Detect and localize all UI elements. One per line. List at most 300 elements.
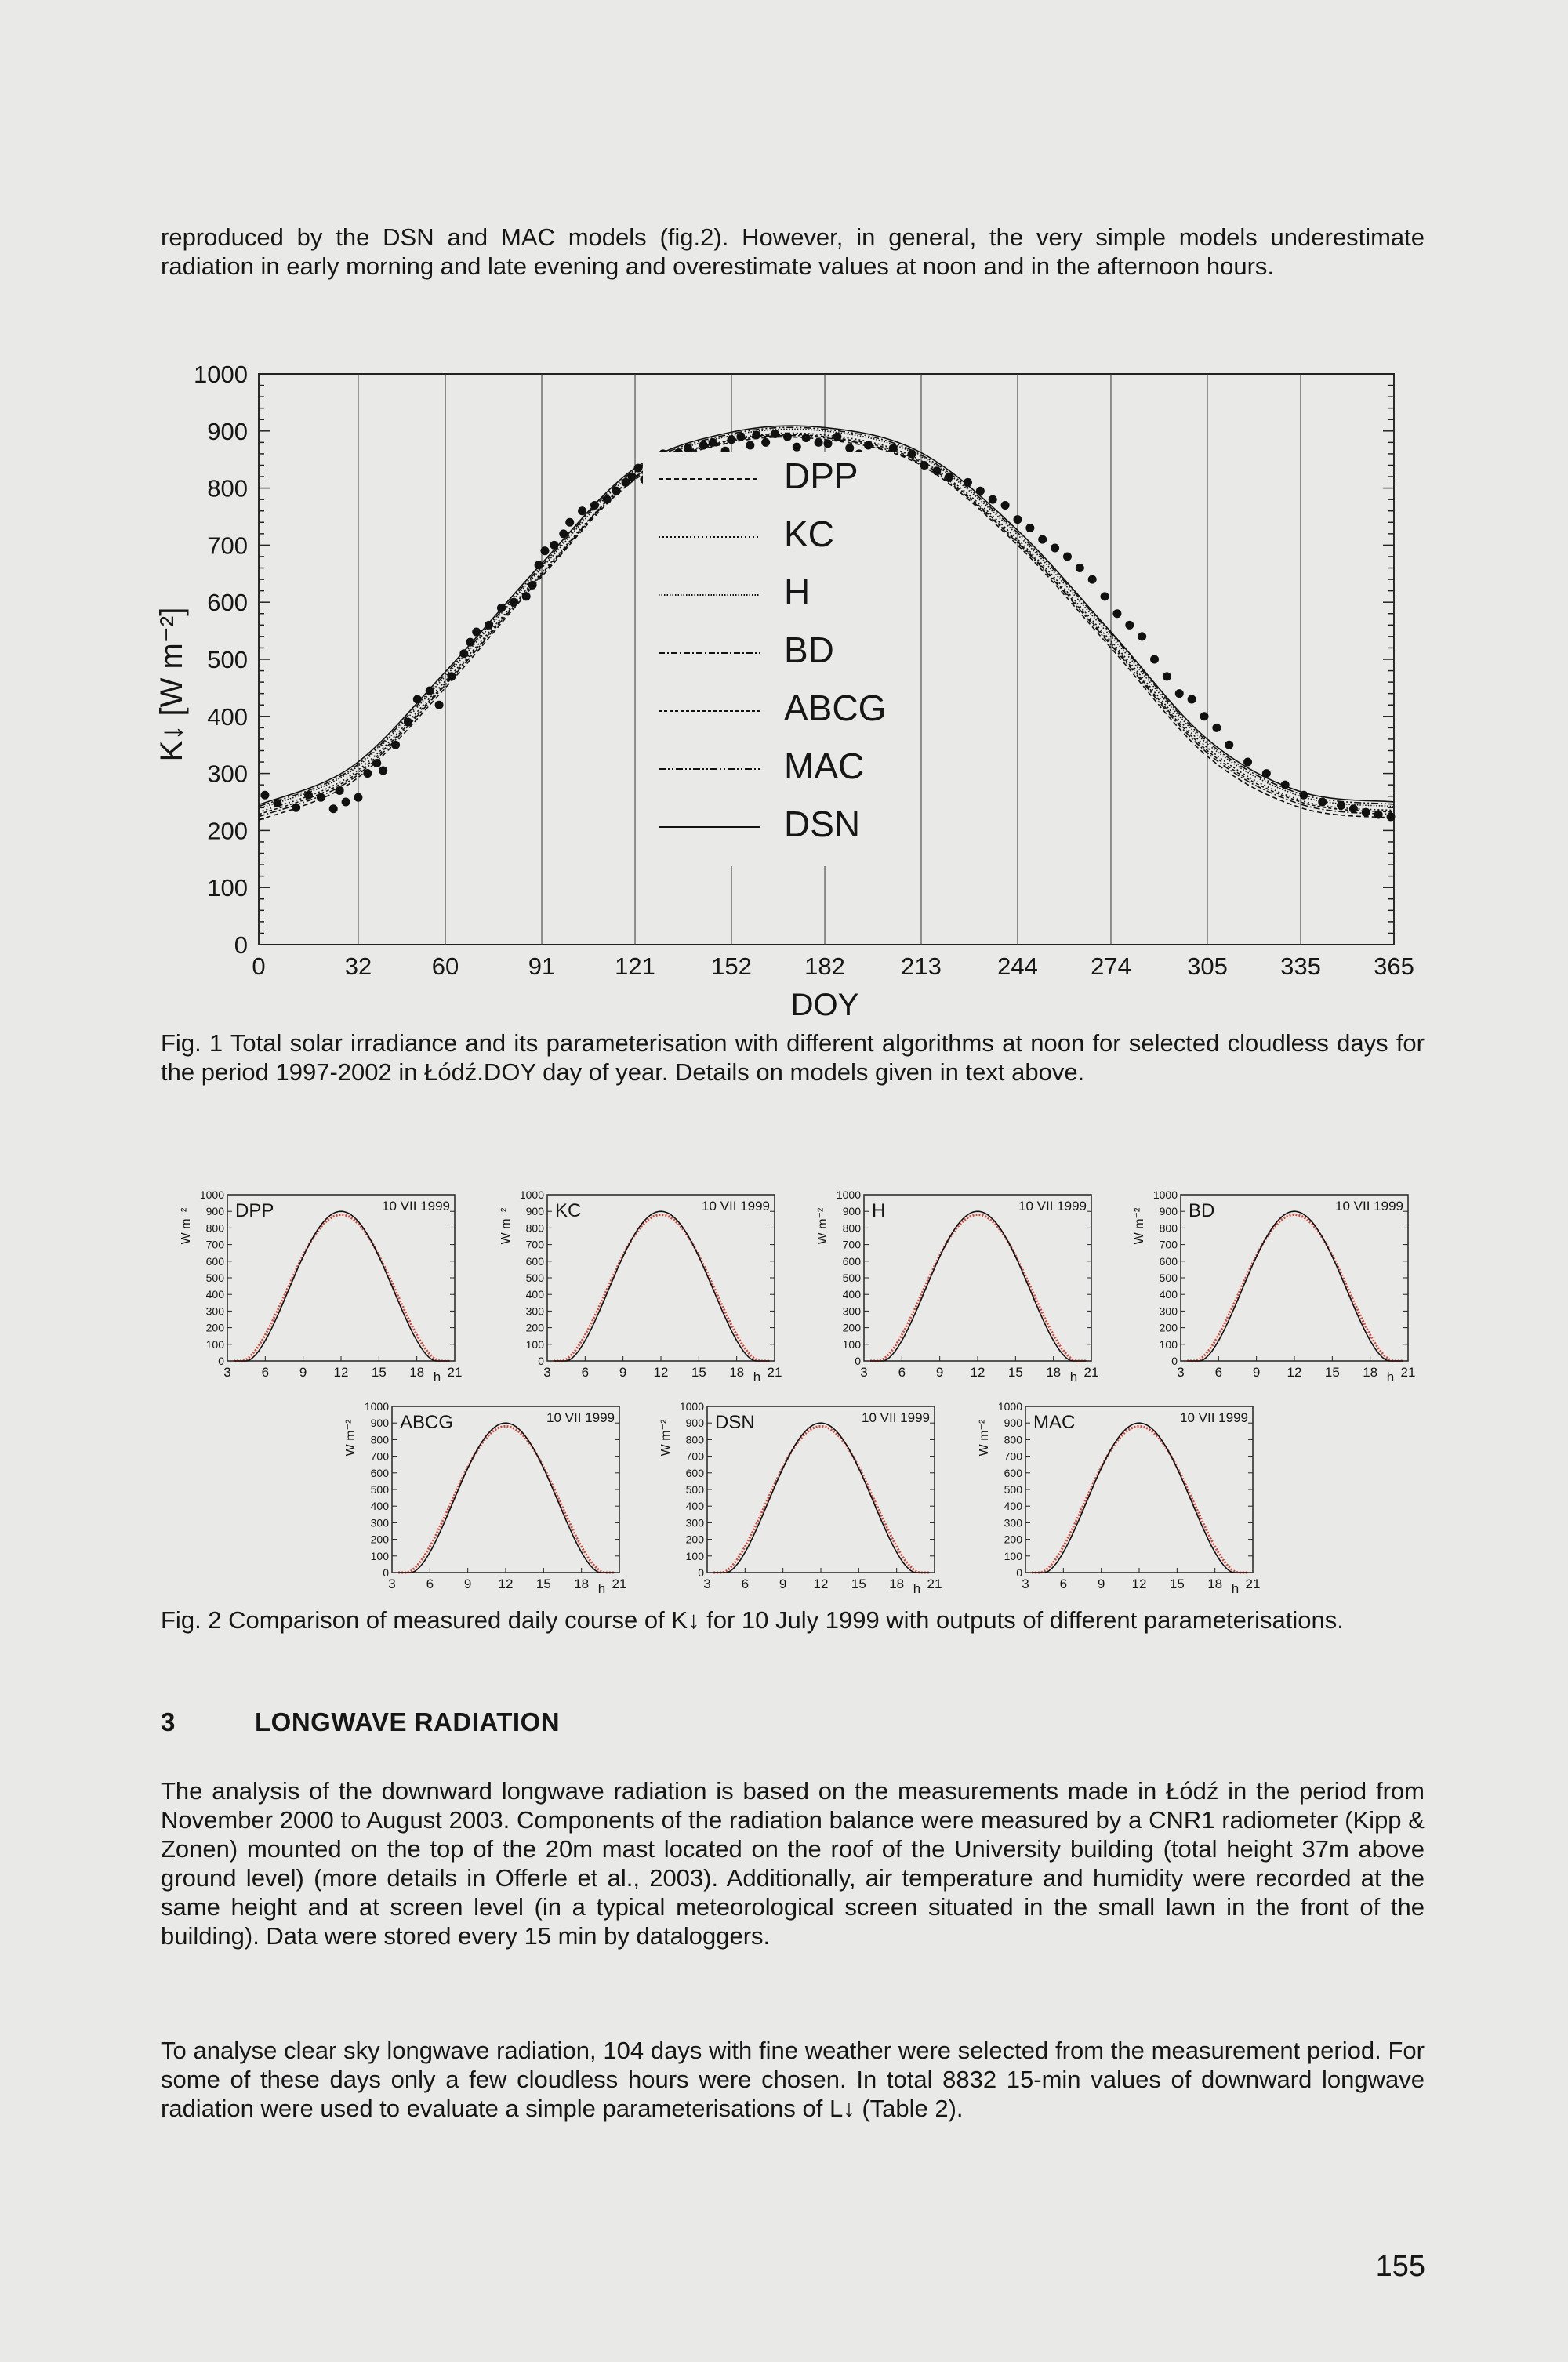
fig2-ytick-label: 500 (370, 1483, 389, 1496)
fig2-ytick-label: 100 (205, 1337, 224, 1351)
fig2-ytick-label: 200 (205, 1321, 224, 1334)
fig2-xtick-label: 21 (1400, 1365, 1416, 1380)
fig2-panel-title: DSN (715, 1412, 755, 1433)
fig2-ytick-label: 0 (218, 1355, 224, 1367)
fig1-data-point (1387, 812, 1396, 821)
fig2-panel-frame (547, 1195, 775, 1361)
fig2-xtick-label: 18 (729, 1365, 745, 1380)
fig1-data-point (752, 430, 760, 439)
fig1-data-point (920, 461, 928, 470)
fig2-date-label: 10 VII 1999 (702, 1199, 770, 1214)
fig2-xtick-label: 15 (851, 1576, 866, 1591)
fig1-data-point (603, 495, 612, 504)
fig1-data-point (1001, 501, 1010, 510)
fig2-panel-kc (499, 1188, 782, 1384)
fig1-data-point (833, 433, 841, 441)
fig1-ylabel: K↓ [W m⁻²] (154, 607, 189, 762)
body-paragraph-2: To analyse clear sky longwave radiation, 104 days with fine weather were selected from the measurement period. For some of these days only a few cloudless hours were chosen. In total 8832 15-min values of downward longwave radiation were used to evaluate a simple parameterisations of L↓ (Table 2). (161, 2037, 1425, 2122)
fig2-ytick-label: 600 (205, 1254, 224, 1268)
fig2-xtick-label: 6 (1214, 1365, 1223, 1380)
fig1-data-point (578, 506, 586, 515)
fig1-data-point (1349, 804, 1358, 813)
fig2-ytick-label: 800 (842, 1221, 861, 1235)
fig1-data-point (1013, 515, 1022, 524)
fig2-xtick-label: 21 (447, 1365, 463, 1380)
fig2-xtick-label: 18 (1207, 1576, 1223, 1591)
fig1-legend-label: ABCG (784, 688, 887, 728)
fig2-xtick-label: 12 (1131, 1576, 1147, 1591)
fig2-ytick-label: 200 (370, 1533, 389, 1546)
fig1-ytick-label: 200 (207, 817, 248, 845)
fig2-ytick-label: 0 (855, 1355, 861, 1367)
fig1-ytick-label: 800 (207, 474, 248, 503)
fig1-data-point (1243, 758, 1252, 767)
fig2-ytick-label: 1000 (519, 1188, 544, 1201)
fig1-data-point (391, 741, 400, 749)
fig1-ytick-label: 700 (207, 532, 248, 560)
fig2-y-unit: W m⁻² (1133, 1207, 1146, 1245)
fig1-legend-label: DSN (784, 804, 861, 844)
fig1-legend-label: H (784, 571, 811, 612)
fig1-data-point (273, 799, 281, 807)
fig2-xtick-label: 3 (1177, 1365, 1185, 1380)
fig1-data-point (864, 441, 873, 450)
fig2-xtick-label: 21 (1083, 1365, 1099, 1380)
fig1-data-point (709, 438, 717, 447)
fig2-panels (141, 1184, 1443, 1615)
fig2-ytick-label: 400 (685, 1500, 704, 1513)
fig2-ytick-label: 0 (538, 1355, 544, 1367)
fig2-ytick-label: 200 (685, 1533, 704, 1546)
fig2-xtick-label: 21 (767, 1365, 782, 1380)
fig1-ytick-label: 600 (207, 589, 248, 617)
fig1-xtick-label: 0 (252, 952, 266, 980)
fig1-data-point (945, 473, 953, 481)
fig1-data-point (761, 438, 770, 447)
fig2-x-unit: h (1231, 1581, 1240, 1596)
fig1-data-point (1112, 609, 1121, 618)
fig2-ytick-label: 100 (525, 1337, 544, 1351)
fig1-data-point (342, 798, 350, 807)
fig1-xtick-label: 152 (711, 952, 752, 980)
fig1-data-point (447, 672, 456, 680)
fig2-ytick-label: 1000 (997, 1400, 1022, 1413)
fig1-data-point (304, 791, 313, 800)
fig2-model-line (870, 1211, 1087, 1361)
fig2-ytick-label: 300 (525, 1304, 544, 1318)
fig2-ytick-label: 500 (525, 1272, 544, 1284)
fig1-data-point (1088, 575, 1097, 584)
fig2-ytick-label: 600 (1159, 1254, 1178, 1268)
fig2-ytick-label: 600 (370, 1466, 389, 1479)
fig1-ytick-label: 0 (234, 931, 248, 959)
fig2-xtick-label: 9 (779, 1576, 787, 1591)
intro-paragraph: reproduced by the DSN and MAC models (fig.2). However, in general, the very simple models underestimate radiation in early morning and late evening and overestimate values at noon and in the afternoon hours. (161, 223, 1425, 280)
fig2-date-label: 10 VII 1999 (382, 1199, 450, 1214)
fig2-ytick-label: 0 (698, 1566, 704, 1579)
fig2-ytick-label: 200 (842, 1321, 861, 1334)
fig2-xtick-label: 15 (1169, 1576, 1185, 1591)
fig2-ytick-label: 300 (1004, 1516, 1022, 1529)
fig2-ytick-label: 1000 (836, 1188, 861, 1201)
fig1-xlabel: DOY (790, 988, 859, 1022)
fig1-data-point (329, 804, 338, 813)
fig1-data-point (783, 433, 792, 441)
fig2-ytick-label: 100 (842, 1337, 861, 1351)
fig1-data-point (1063, 552, 1072, 561)
fig1-data-point (459, 649, 468, 658)
fig2-xtick-label: 9 (1252, 1365, 1261, 1380)
fig2-xtick-label: 21 (612, 1576, 627, 1591)
fig1-data-point (559, 529, 568, 538)
body-paragraph-1: The analysis of the downward longwave radiation is based on the measurements made in Łódź in the period from November 2000 to August 2003. Components of the radiation balance were measured by a CNR1 radiometer (Kipp & Zonen) mounted on the top of the 20m mast located on the roof of the University building (total height 37m above ground level) (more details in Offerle et al., 2003). Additionally, air temperature and humidity were recorded at the same height and at screen level (in a typical meteorological screen situated in the small lawn in the front of the building). Data were stored every 15 min by dataloggers. (161, 1777, 1425, 1950)
fig1-data-point (932, 466, 941, 475)
fig2-xtick-label: 15 (535, 1576, 551, 1591)
fig1-data-point (964, 478, 972, 487)
fig2-date-label: 10 VII 1999 (1335, 1199, 1403, 1214)
fig2-xtick-label: 15 (1007, 1365, 1023, 1380)
fig2-ytick-label: 400 (205, 1288, 224, 1301)
fig1-data-point (354, 793, 362, 802)
fig2-ytick-label: 500 (1004, 1483, 1022, 1496)
fig2-xtick-label: 3 (860, 1365, 868, 1380)
fig2-ytick-label: 300 (1159, 1304, 1178, 1318)
fig1-ytick-label: 100 (207, 874, 248, 902)
fig2-xtick-label: 12 (1287, 1365, 1302, 1380)
fig2-y-unit: W m⁻² (816, 1207, 829, 1245)
fig2-ytick-label: 400 (370, 1500, 389, 1513)
fig1-data-point (1374, 811, 1383, 819)
fig1-xtick-label: 182 (804, 952, 845, 980)
fig1-data-point (1362, 808, 1370, 817)
fig2-xtick-label: 15 (691, 1365, 706, 1380)
fig1-data-point (590, 501, 599, 510)
fig2-model-line (554, 1211, 770, 1361)
fig2-caption: Fig. 2 Comparison of measured daily course of K↓ for 10 July 1999 with outputs of different parameterisations. (161, 1606, 1344, 1634)
fig2-model-line (1187, 1211, 1403, 1361)
fig2-xtick-label: 3 (703, 1576, 711, 1591)
fig1-legend-label: DPP (784, 455, 858, 496)
fig2-y-unit: W m⁻² (978, 1419, 991, 1457)
fig2-ytick-label: 100 (370, 1549, 389, 1562)
fig2-panel-title: ABCG (400, 1412, 454, 1433)
section-title: LONGWAVE RADIATION (255, 1707, 561, 1736)
fig2-ytick-label: 400 (842, 1288, 861, 1301)
fig2-ytick-label: 800 (1004, 1433, 1022, 1446)
fig2-xtick-label: 9 (1097, 1576, 1105, 1591)
fig1-xtick-label: 60 (431, 952, 459, 980)
fig1-xtick-label: 121 (615, 952, 655, 980)
fig1-data-point (426, 687, 434, 695)
fig2-model-line (1032, 1423, 1248, 1573)
fig1-data-point (1188, 695, 1196, 703)
fig1-data-point (908, 449, 916, 458)
fig2-xtick-label: 3 (388, 1576, 396, 1591)
fig2-panel-frame (1181, 1195, 1408, 1361)
fig2-ytick-label: 900 (370, 1417, 389, 1430)
section-heading (161, 1707, 560, 1737)
fig1-xtick-label: 365 (1374, 952, 1414, 980)
fig1-data-point (771, 430, 779, 438)
fig2-ytick-label: 200 (1004, 1533, 1022, 1546)
fig2-ytick-label: 700 (205, 1238, 224, 1251)
fig2-ytick-label: 800 (685, 1433, 704, 1446)
fig2-ytick-label: 500 (205, 1272, 224, 1284)
fig2-ytick-label: 300 (685, 1516, 704, 1529)
fig1-data-point (1262, 769, 1271, 778)
fig2-ytick-label: 700 (1159, 1238, 1178, 1251)
fig2-ytick-label: 400 (525, 1288, 544, 1301)
fig2-panel-mac (978, 1400, 1260, 1596)
fig1-legend-label: BD (784, 630, 834, 670)
fig2-panel-title: MAC (1033, 1412, 1076, 1433)
fig2-panel-frame (864, 1195, 1091, 1361)
fig1-ytick-label: 300 (207, 760, 248, 788)
fig1-data-point (1299, 791, 1308, 800)
fig2-xtick-label: 6 (426, 1576, 434, 1591)
page-number: 155 (1375, 2250, 1425, 2283)
fig1-data-point (1175, 689, 1184, 698)
fig2-ytick-label: 400 (1004, 1500, 1022, 1513)
fig1-data-point (1281, 781, 1290, 789)
fig2-panel-title: H (872, 1200, 886, 1221)
fig1-data-point (1212, 724, 1221, 732)
fig2-ytick-label: 300 (370, 1516, 389, 1529)
fig2-xtick-label: 3 (1022, 1576, 1029, 1591)
fig1-data-point (684, 444, 692, 452)
fig1-data-point (550, 541, 558, 550)
fig1-ytick-label: 400 (207, 702, 248, 731)
fig1-data-point (633, 464, 642, 473)
fig2-ytick-label: 300 (205, 1304, 224, 1318)
fig1-data-point (728, 435, 736, 444)
fig1-legend (643, 452, 894, 866)
fig2-xtick-label: 12 (970, 1365, 985, 1380)
fig2-ytick-label: 0 (383, 1566, 389, 1579)
fig2-date-label: 10 VII 1999 (1180, 1410, 1248, 1425)
fig1-xtick-label: 305 (1187, 952, 1228, 980)
fig2-ytick-label: 1000 (199, 1188, 224, 1201)
fig2-panel-title: BD (1189, 1200, 1215, 1221)
fig2-date-label: 10 VII 1999 (546, 1410, 615, 1425)
fig2-panel-bd (1133, 1188, 1415, 1384)
fig1-data-point (1163, 672, 1171, 680)
fig2-ytick-label: 100 (685, 1549, 704, 1562)
fig1-data-point (736, 433, 745, 441)
fig2-ytick-label: 600 (842, 1254, 861, 1268)
fig2-ytick-label: 0 (1016, 1566, 1022, 1579)
fig2-xtick-label: 21 (927, 1576, 942, 1591)
fig1-data-point (1200, 712, 1209, 720)
fig1-data-point (612, 487, 621, 495)
fig2-xtick-label: 6 (581, 1365, 590, 1380)
fig1-xtick-label: 91 (528, 952, 556, 980)
fig1-data-point (485, 621, 493, 630)
fig2-panel-dpp (180, 1188, 462, 1384)
fig2-xtick-label: 3 (223, 1365, 231, 1380)
fig1-data-point (746, 441, 754, 450)
fig1-data-point (889, 444, 898, 452)
fig1-data-point (1038, 535, 1047, 544)
fig1-data-point (363, 769, 372, 778)
fig2-ytick-label: 900 (1004, 1417, 1022, 1430)
fig1-ytick-label: 500 (207, 646, 248, 673)
fig2-xtick-label: 3 (543, 1365, 551, 1380)
fig2-panel-h (816, 1188, 1098, 1384)
fig2-model-line (713, 1423, 930, 1573)
fig1-data-point (260, 791, 269, 800)
fig1-data-point (336, 786, 344, 795)
fig2-xtick-label: 21 (1245, 1576, 1261, 1591)
fig1-legend-label: MAC (784, 746, 865, 786)
fig2-model-line (234, 1211, 449, 1361)
fig2-ytick-label: 0 (1171, 1355, 1178, 1367)
fig2-xtick-label: 12 (813, 1576, 829, 1591)
fig1-data-point (976, 487, 985, 495)
fig2-xtick-label: 12 (653, 1365, 669, 1380)
fig2-xtick-label: 12 (498, 1576, 514, 1591)
fig2-ytick-label: 500 (842, 1272, 861, 1284)
fig1-data-point (845, 444, 854, 452)
section-number: 3 (161, 1707, 176, 1736)
fig2-model-line (398, 1423, 614, 1573)
fig2-xtick-label: 6 (741, 1576, 750, 1591)
fig2-ytick-label: 700 (685, 1449, 704, 1463)
fig1-xtick-label: 335 (1280, 952, 1321, 980)
fig1-data-point (510, 598, 518, 607)
fig2-ytick-label: 700 (370, 1449, 389, 1463)
fig2-xtick-label: 18 (409, 1365, 425, 1380)
fig2-ytick-label: 100 (1159, 1337, 1178, 1351)
fig1-data-point (535, 561, 543, 569)
fig2-xtick-label: 6 (898, 1365, 906, 1380)
fig1-data-point (989, 495, 997, 504)
fig2-xtick-label: 18 (1046, 1365, 1062, 1380)
fig1-data-point (1125, 621, 1134, 630)
fig2-date-label: 10 VII 1999 (862, 1410, 930, 1425)
fig2-panel-title: DPP (235, 1200, 274, 1221)
fig2-x-unit: h (1069, 1370, 1078, 1384)
fig1-data-point (793, 443, 801, 452)
fig1-data-point (292, 804, 300, 812)
fig2-date-label: 10 VII 1999 (1018, 1199, 1087, 1214)
fig2-x-unit: h (1386, 1370, 1395, 1384)
fig1-data-point (628, 473, 637, 481)
fig1-ytick-label: 900 (207, 417, 248, 445)
fig2-y-unit: W m⁻² (180, 1207, 193, 1245)
fig2-xtick-label: 9 (463, 1576, 472, 1591)
fig2-xtick-label: 18 (1363, 1365, 1378, 1380)
fig2-y-unit: W m⁻² (659, 1419, 673, 1457)
fig1-data-point (802, 434, 811, 442)
fig2-xtick-label: 6 (1059, 1576, 1068, 1591)
fig1-data-point (522, 592, 531, 600)
fig1-data-point (379, 766, 387, 775)
fig1-xtick-label: 213 (901, 952, 942, 980)
fig2-xtick-label: 18 (574, 1576, 590, 1591)
fig1-data-point (435, 701, 444, 709)
fig2-ytick-label: 900 (1159, 1205, 1178, 1218)
fig2-xtick-label: 6 (261, 1365, 270, 1380)
fig2-ytick-label: 300 (842, 1304, 861, 1318)
fig2-xtick-label: 18 (889, 1576, 905, 1591)
fig2-x-unit: h (753, 1370, 761, 1384)
fig2-ytick-label: 800 (1159, 1221, 1178, 1235)
fig2-x-unit: h (913, 1581, 921, 1596)
fig2-ytick-label: 700 (1004, 1449, 1022, 1463)
fig1-data-point (1076, 564, 1084, 572)
fig1-data-point (565, 518, 574, 527)
fig1-data-point (472, 628, 481, 637)
fig2-xtick-label: 15 (1324, 1365, 1340, 1380)
fig1-data-point (404, 718, 412, 727)
fig1-data-point (699, 441, 708, 450)
fig2-panel-dsn (659, 1400, 942, 1596)
fig2-xtick-label: 12 (333, 1365, 349, 1380)
fig2-ytick-label: 100 (1004, 1549, 1022, 1562)
fig1-data-point (1225, 741, 1233, 749)
fig1-data-point (497, 604, 506, 612)
fig2-ytick-label: 900 (685, 1417, 704, 1430)
fig1-legend-label: KC (784, 513, 834, 554)
fig1-data-point (1138, 632, 1146, 640)
fig1-data-point (823, 439, 832, 448)
fig1-chart (118, 357, 1458, 1031)
fig1-xtick-label: 32 (344, 952, 372, 980)
fig1-xtick-label: 274 (1091, 952, 1131, 980)
fig2-ytick-label: 900 (205, 1205, 224, 1218)
fig2-ytick-label: 500 (1159, 1272, 1178, 1284)
fig2-ytick-label: 800 (525, 1221, 544, 1235)
fig2-ytick-label: 700 (842, 1238, 861, 1251)
fig1-data-point (1318, 798, 1327, 807)
fig2-y-unit: W m⁻² (499, 1207, 513, 1245)
fig1-data-point (540, 546, 549, 555)
fig1-data-point (1025, 524, 1034, 532)
fig2-ytick-label: 700 (525, 1238, 544, 1251)
fig2-ytick-label: 200 (1159, 1321, 1178, 1334)
fig2-panel-title: KC (555, 1200, 582, 1221)
fig2-ytick-label: 1000 (679, 1400, 704, 1413)
fig2-ytick-label: 900 (842, 1205, 861, 1218)
fig2-ytick-label: 800 (370, 1433, 389, 1446)
fig2-ytick-label: 800 (205, 1221, 224, 1235)
fig2-xtick-label: 9 (619, 1365, 627, 1380)
fig2-ytick-label: 900 (525, 1205, 544, 1218)
fig1-ytick-label: 1000 (194, 361, 248, 388)
fig2-ytick-label: 200 (525, 1321, 544, 1334)
fig1-data-point (1150, 655, 1159, 664)
fig2-xtick-label: 9 (935, 1365, 944, 1380)
fig2-ytick-label: 1000 (1152, 1188, 1178, 1201)
fig2-x-unit: h (433, 1370, 441, 1384)
fig2-ytick-label: 400 (1159, 1288, 1178, 1301)
fig1-data-point (1101, 592, 1109, 600)
fig1-data-point (528, 581, 537, 590)
fig2-xtick-label: 15 (371, 1365, 387, 1380)
fig1-data-point (1337, 801, 1345, 810)
fig1-caption: Fig. 1 Total solar irradiance and its parameterisation with different algorithms at noon for selected cloudless days for the period 1997-2002 in Łódź.DOY day of year. Details on models given in text above. (161, 1029, 1425, 1086)
fig2-xtick-label: 9 (299, 1365, 307, 1380)
fig1-data-point (317, 793, 325, 802)
fig2-panel-abcg (344, 1400, 626, 1596)
fig2-x-unit: h (597, 1581, 606, 1596)
fig2-ytick-label: 600 (1004, 1466, 1022, 1479)
fig2-ytick-label: 500 (685, 1483, 704, 1496)
fig1-data-point (413, 695, 422, 703)
fig1-xtick-label: 244 (997, 952, 1038, 980)
fig2-ytick-label: 600 (685, 1466, 704, 1479)
